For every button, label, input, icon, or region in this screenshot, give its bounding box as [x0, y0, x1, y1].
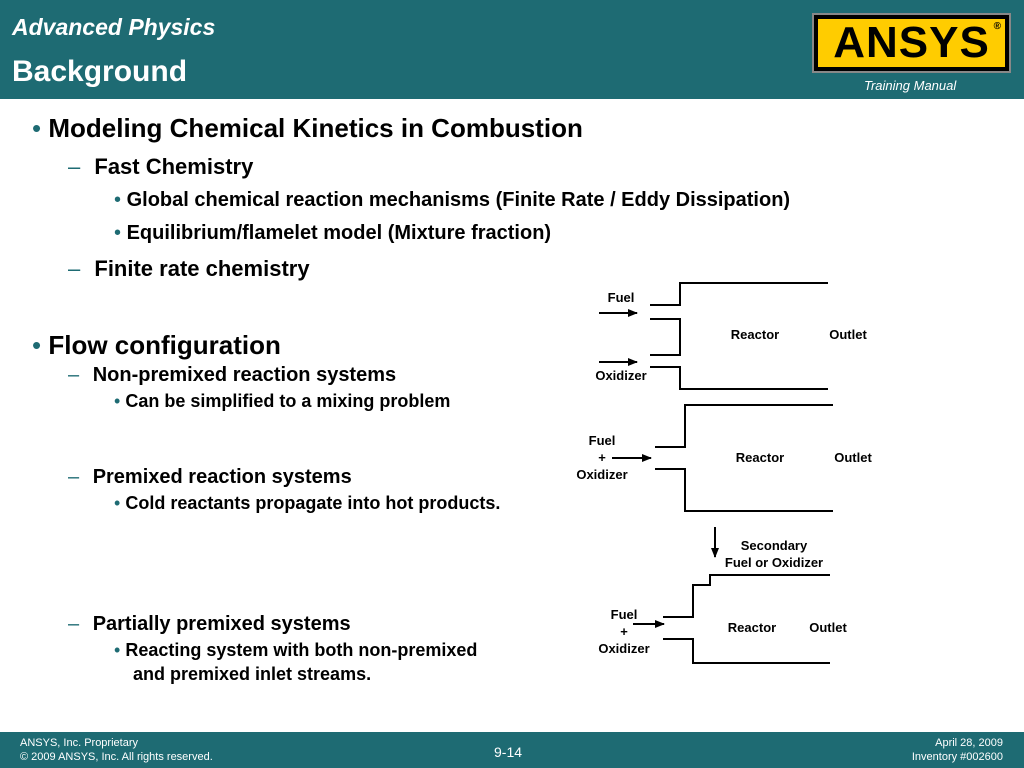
bullet-icon: •	[114, 493, 121, 513]
bullet-icon: •	[32, 113, 42, 143]
item-label: Equilibrium/flamelet model (Mixture fraction)	[126, 222, 552, 244]
slide-subtitle: Advanced Physics	[12, 14, 216, 40]
bullet-icon: •	[114, 222, 122, 244]
pp-plus-label: +	[620, 624, 628, 639]
reactor-top-wall	[655, 405, 833, 447]
footer-page-number: 9-14	[494, 744, 523, 760]
footer-date: April 28, 2009	[935, 737, 1003, 749]
bullet-icon: •	[32, 330, 42, 360]
logo-text: ANSYS	[833, 18, 990, 67]
p-outlet-label: Outlet	[834, 450, 872, 465]
item-label: Cold reactants propagate into hot products.	[125, 493, 501, 513]
item-reacting-system-line2: and premixed inlet streams.	[133, 664, 372, 684]
dash-icon: –	[68, 154, 81, 179]
bullet-icon: •	[114, 391, 121, 411]
subbullet-label: Non-premixed reaction systems	[92, 364, 397, 386]
np-fuel-label: Fuel	[607, 290, 635, 305]
reactor-top-wall	[650, 283, 828, 305]
p-fuel-label: Fuel	[588, 433, 616, 448]
subbullet-label: Finite rate chemistry	[94, 256, 310, 281]
bullet-label: Flow configuration	[48, 330, 281, 360]
diagram-premixed	[612, 405, 833, 511]
p-reactor-label: Reactor	[735, 450, 785, 465]
item-label: Reacting system with both non-premixed	[125, 640, 478, 660]
np-outlet-label: Outlet	[829, 327, 867, 342]
reactor-top-wall	[663, 575, 830, 617]
splitter-plate	[650, 319, 680, 355]
reactor-bottom-wall	[650, 367, 828, 389]
slide-footer	[0, 732, 1024, 768]
bullet-icon: •	[114, 640, 121, 660]
pp-secondary-label-2: Fuel or Oxidizer	[724, 555, 824, 570]
footer-proprietary: ANSYS, Inc. Proprietary	[20, 737, 138, 749]
slide-title: Background	[12, 55, 188, 88]
training-manual-label: Training Manual	[864, 78, 957, 93]
dash-icon: –	[68, 256, 81, 281]
dash-icon: –	[68, 613, 80, 635]
np-reactor-label: Reactor	[730, 327, 780, 342]
footer-copyright: © 2009 ANSYS, Inc. All rights reserved.	[20, 751, 213, 763]
pp-secondary-label: Secondary	[740, 538, 808, 553]
pp-fuel-label: Fuel	[610, 607, 638, 622]
bullet-icon: •	[114, 189, 122, 211]
np-oxidizer-label: Oxidizer	[595, 368, 647, 383]
dash-icon: –	[68, 364, 80, 386]
item-label: Global chemical reaction mechanisms (Finite Rate / Eddy Dissipation)	[126, 189, 791, 211]
subbullet-label: Fast Chemistry	[94, 154, 254, 179]
pp-oxidizer-label: Oxidizer	[598, 641, 650, 656]
footer-inventory: Inventory #002600	[911, 751, 1003, 763]
dash-icon: –	[68, 466, 80, 488]
subbullet-label: Partially premixed systems	[92, 613, 351, 635]
subbullet-label: Premixed reaction systems	[92, 466, 352, 488]
item-label: Can be simplified to a mixing problem	[125, 391, 451, 411]
reactor-bottom-wall	[655, 469, 833, 511]
p-plus-label: +	[598, 450, 606, 465]
logo-registered-mark: ®	[993, 21, 1001, 32]
pp-outlet-label: Outlet	[809, 620, 847, 635]
reactor-bottom-wall	[663, 639, 830, 663]
bullet-label: Modeling Chemical Kinetics in Combustion	[48, 113, 583, 143]
pp-reactor-label: Reactor	[727, 620, 777, 635]
p-oxidizer-label: Oxidizer	[576, 467, 628, 482]
